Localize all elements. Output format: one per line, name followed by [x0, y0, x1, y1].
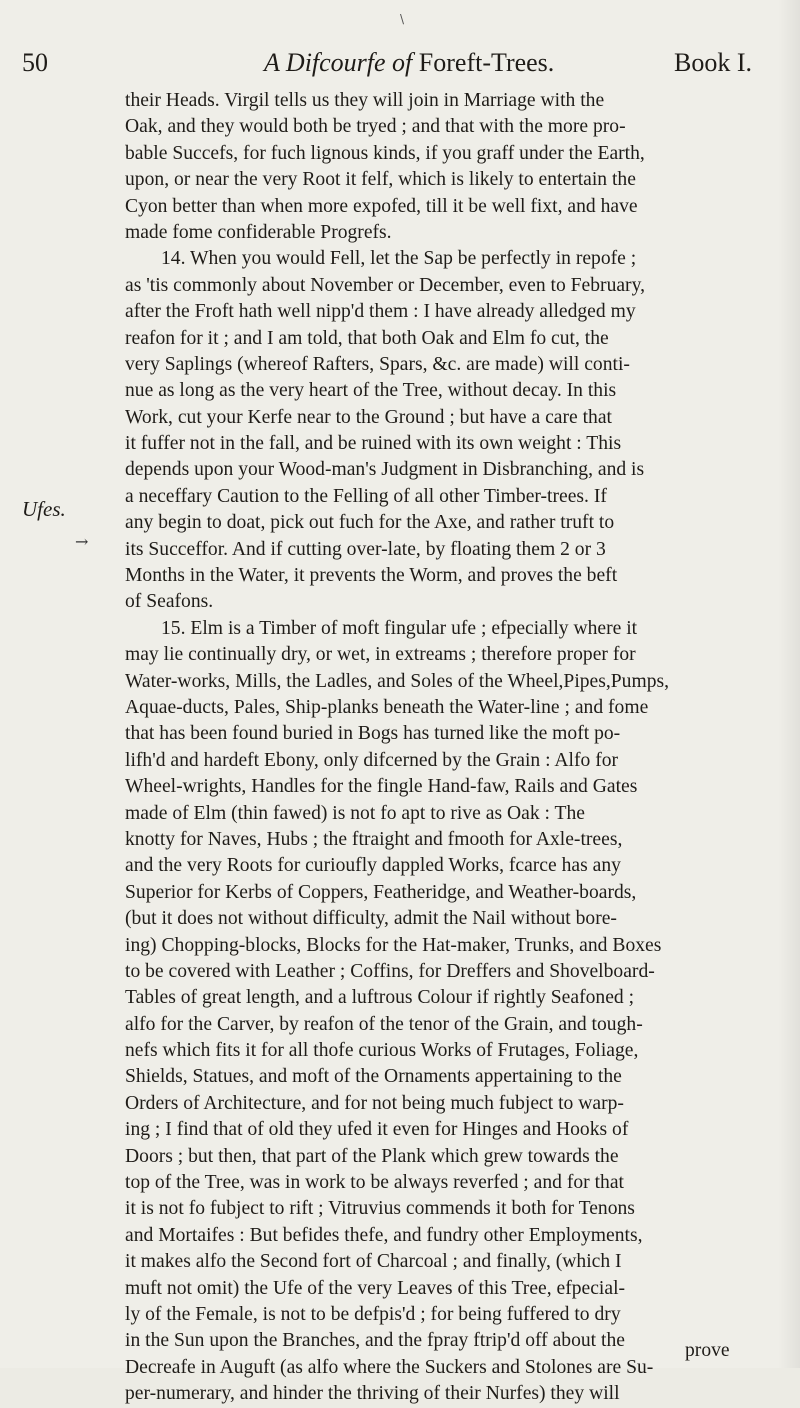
text-line: its Succeffor. And if cutting over-late, by floating them 2 or 3: [125, 538, 606, 560]
text-line: knotty for Naves, Hubs ; the ftraight and fmooth for Axle-trees,: [125, 828, 623, 850]
running-title-roman: Foreft-Trees.: [418, 48, 555, 77]
text-line: after the Froft hath well nipp'd them : I have already alledged my: [125, 301, 636, 323]
text-line: per-numerary, and hinder the thriving of their Nurfes) they will: [125, 1383, 620, 1405]
text-line: Aquae-ducts, Pales, Ship-planks beneath the Water-line ; and fome: [125, 696, 649, 718]
page-number: 50: [22, 48, 48, 77]
text-line: of Seafons.: [125, 591, 214, 613]
text-line: Shields, Statues, and moft of the Ornaments appertaining to the: [125, 1066, 622, 1088]
text-line: it fuffer not in the fall, and be ruined with its own weight : This: [125, 433, 622, 455]
catchword: prove: [685, 1340, 730, 1361]
text-line: ly of the Female, is not to be defpis'd ; for being fuffered to dry: [125, 1303, 621, 1325]
body-text: [125, 88, 765, 1408]
text-line: ing ; I find that of old they ufed it even for Hinges and Hooks of: [125, 1119, 629, 1141]
text-line: to be covered with Leather ; Coffins, for Dreffers and Shovelboard-: [125, 960, 655, 982]
text-line: that has been found buried in Bogs has turned like the moft po-: [125, 723, 621, 745]
text-line: Wheel-wrights, Handles for the fingle Hand-faw, Rails and Gates: [125, 776, 638, 798]
text-line: in the Sun upon the Branches, and the fpray ftrip'd off about the: [125, 1330, 625, 1352]
text-line: Orders of Architecture, and for not being much fubject to warp-: [125, 1092, 624, 1114]
text-line: nefs which fits it for all thofe curious Works of Frutages, Foliage,: [125, 1040, 639, 1062]
text-line: very Saplings (whereof Rafters, Spars, &c. are made) will conti-: [125, 353, 630, 375]
text-line: made fome confiderable Progrefs.: [125, 221, 392, 243]
text-line: their Heads. Virgil tells us they will join in Marriage with the: [125, 90, 605, 111]
text-line: upon, or near the very Root it felf, which is likely to entertain the: [125, 169, 636, 191]
running-title-italic: A Difcourfe of: [264, 48, 413, 77]
margin-mark: →: [75, 532, 89, 551]
text-line: a neceffary Caution to the Felling of all other Timber-trees. If: [125, 485, 607, 507]
text-line: Water-works, Mills, the Ladles, and Soles of the Wheel,Pipes,Pumps,: [125, 670, 670, 692]
text-line: lifh'd and hardeft Ebony, only difcerned by the Grain : Alfo for: [125, 749, 619, 771]
text-line: depends upon your Wood-man's Judgment in Disbranching, and is: [125, 459, 645, 481]
text-line: (but it does not without difficulty, admit the Nail without bore-: [125, 908, 617, 930]
text-line: and Mortaifes : But befides thefe, and fundry other Employments,: [125, 1224, 643, 1246]
text-line: 14. When you would Fell, let the Sap be perfectly in repofe ;: [161, 248, 637, 270]
text-line: bable Succefs, for fuch lignous kinds, if you graff under the Earth,: [125, 142, 645, 164]
text-line: it is not fo fubject to rift ; Vitruvius commends it both for Tenons: [125, 1198, 635, 1220]
text-line: may lie continually dry, or wet, in extreams ; therefore proper for: [125, 644, 636, 666]
text-line: Decreafe in Auguft (as alfo where the Suckers and Stolones are Su-: [125, 1356, 654, 1378]
text-line: Doors ; but then, that part of the Plank which grew towards the: [125, 1145, 619, 1167]
text-line: Tables of great length, and a luftrous Colour if rightly Seafoned ;: [125, 987, 635, 1009]
text-line: made of Elm (thin fawed) is not fo apt to rive as Oak : The: [125, 802, 585, 824]
top-mark: \: [400, 12, 405, 26]
text-line: as 'tis commonly about November or December, even to February,: [125, 274, 646, 296]
text-line: it makes alfo the Second fort of Charcoal ; and finally, (which I: [125, 1251, 622, 1273]
book-number: Book I.: [674, 48, 752, 77]
text-line: ing) Chopping-blocks, Blocks for the Hat-maker, Trunks, and Boxes: [125, 934, 662, 956]
text-line: and the very Roots for curioufly dappled Works, fcarce has any: [125, 855, 621, 877]
text-line: Oak, and they would both be tryed ; and that with the more pro-: [125, 116, 626, 138]
text-line: muft not omit) the Ufe of the very Leaves of this Tree, efpecial-: [125, 1277, 626, 1299]
text-line: nue as long as the very heart of the Tree, without decay. In this: [125, 380, 617, 402]
text-line: reafon for it ; and I am told, that both Oak and Elm fo cut, the: [125, 327, 609, 349]
text-line: alfo for the Carver, by reafon of the tenor of the Grain, and tough-: [125, 1013, 643, 1035]
text-line: Superior for Kerbs of Coppers, Featheridge, and Weather-boards,: [125, 881, 637, 903]
page-gutter-shadow: [778, 0, 800, 1368]
text-line: Work, cut your Kerfe near to the Ground ; but have a care that: [125, 406, 612, 428]
text-line: any begin to doat, pick out fuch for the Axe, and rather truft to: [125, 512, 615, 534]
running-title: [264, 48, 554, 78]
text-line: 15. Elm is a Timber of moft fingular ufe ; efpecially where it: [161, 617, 638, 639]
text-line: top of the Tree, was in work to be always reverfed ; and for that: [125, 1172, 624, 1194]
margin-note: Ufes.: [22, 497, 66, 521]
text-line: Cyon better than when more expofed, till it be well fixt, and have: [125, 195, 638, 217]
running-header: [22, 48, 752, 80]
text-line: Months in the Water, it prevents the Worm, and proves the beft: [125, 565, 618, 587]
